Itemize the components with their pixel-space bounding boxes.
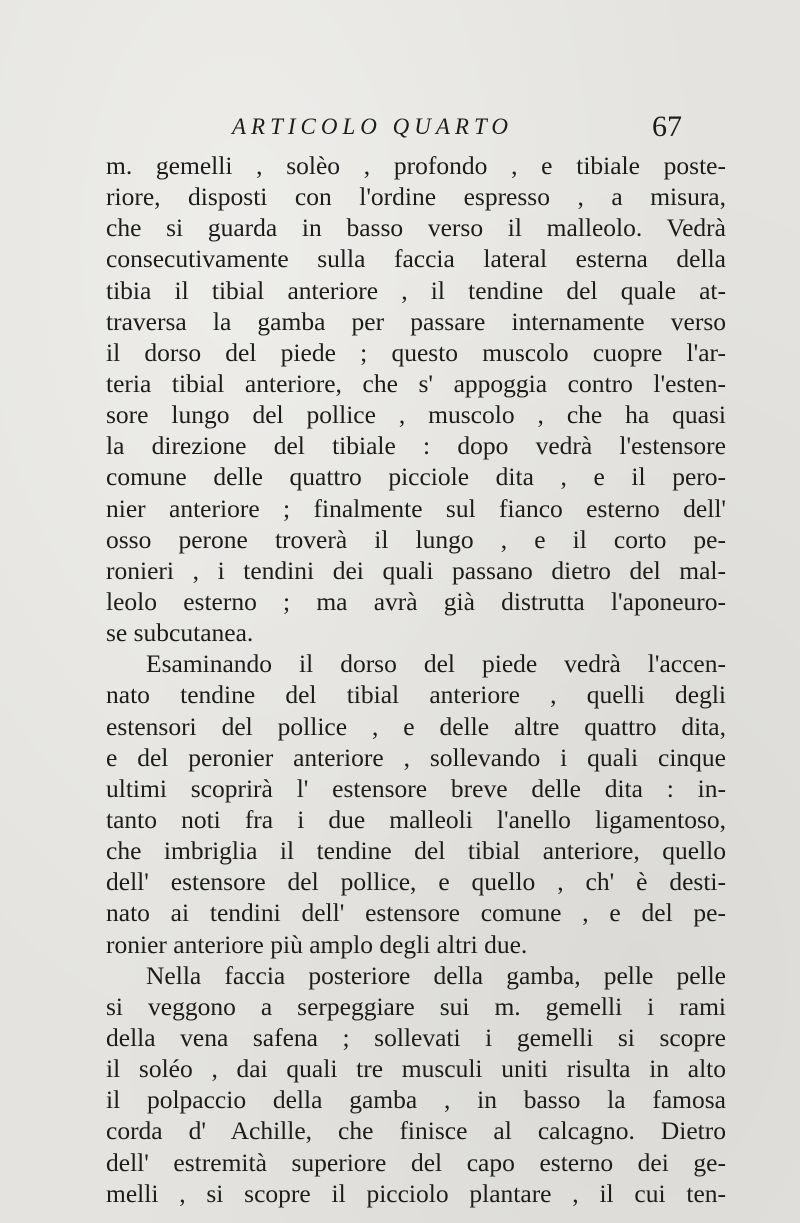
text-line: consecutivamente sulla faccia lateral esterna della [106, 244, 726, 274]
text-line: traversa la gamba per passare internamente verso [106, 306, 726, 336]
text-line: osso perone troverà il lungo , e il corto pe- [106, 524, 726, 554]
text-line: Nella faccia posteriore della gamba, pelle pelle [146, 960, 726, 990]
text-line: nato tendine del tibial anteriore , quelli degli [106, 680, 726, 710]
text-line: se subcutanea. [106, 618, 254, 648]
text-line: estensori del pollice , e delle altre quattro dita, [106, 711, 726, 741]
text-line: Esaminando il dorso del piede vedrà l'accen- [146, 649, 726, 679]
text-line: nato ai tendini dell' estensore comune , e del pe- [106, 898, 726, 928]
text-line: la direzione del tibiale : dopo vedrà l'estensore [106, 431, 726, 461]
text-line: riore, disposti con l'ordine espresso , a misura, [106, 182, 726, 212]
text-line: nier anteriore ; finalmente sul fianco esterno dell' [106, 493, 726, 523]
text-line: melli , si scopre il picciolo plantare , il cui ten- [106, 1178, 726, 1208]
page-number: 67 [652, 110, 682, 143]
text-line: il soléo , dai quali tre musculi uniti risulta in alto [106, 1054, 726, 1084]
text-line: ronieri , i tendini dei quali passano dietro del mal- [106, 555, 726, 585]
text-line: tanto noti fra i due malleoli l'anello ligamentoso, [106, 804, 726, 834]
text-line: sore lungo del pollice , muscolo , che ha quasi [106, 400, 726, 430]
text-line: il polpaccio della gamba , in basso la famosa [106, 1085, 726, 1115]
text-line: il dorso del piede ; questo muscolo cuopre l'ar- [106, 337, 726, 367]
page-header [232, 112, 712, 148]
text-line: dell' estensore del pollice, e quello , ch' è desti- [106, 867, 726, 897]
text-line: e del peronier anteriore , sollevando i quali cinque [106, 742, 726, 772]
text-line: m. gemelli , solèo , profondo , e tibiale poste- [106, 151, 726, 180]
text-line: comune delle quattro picciole dita , e il pero- [106, 462, 726, 492]
text-line: teria tibial anteriore, che s' appoggia contro l'esten- [106, 368, 726, 398]
text-line: della vena safena ; sollevati i gemelli si scopre [106, 1022, 726, 1052]
text-line: dell' estremità superiore del capo esterno dei ge- [106, 1147, 726, 1177]
running-title: ARTICOLO QUARTO [232, 114, 513, 139]
text-line: che imbriglia il tendine del tibial anteriore, quello [106, 836, 726, 866]
text-line: leolo esterno ; ma avrà già distrutta l'aponeuro- [106, 586, 726, 616]
text-line: si veggono a serpeggiare sui m. gemelli i rami [106, 991, 726, 1021]
text-line: tibia il tibial anteriore , il tendine del quale at- [106, 275, 726, 305]
text-line: ultimi scoprirà l' estensore breve delle dita : in- [106, 773, 726, 803]
text-line: che si guarda in basso verso il malleolo. Vedrà [106, 213, 726, 243]
body-text [106, 150, 726, 1209]
text-line: ronier anteriore più amplo degli altri due. [106, 929, 528, 959]
text-line: corda d' Achille, che finisce al calcagno. Dietro [106, 1116, 726, 1146]
